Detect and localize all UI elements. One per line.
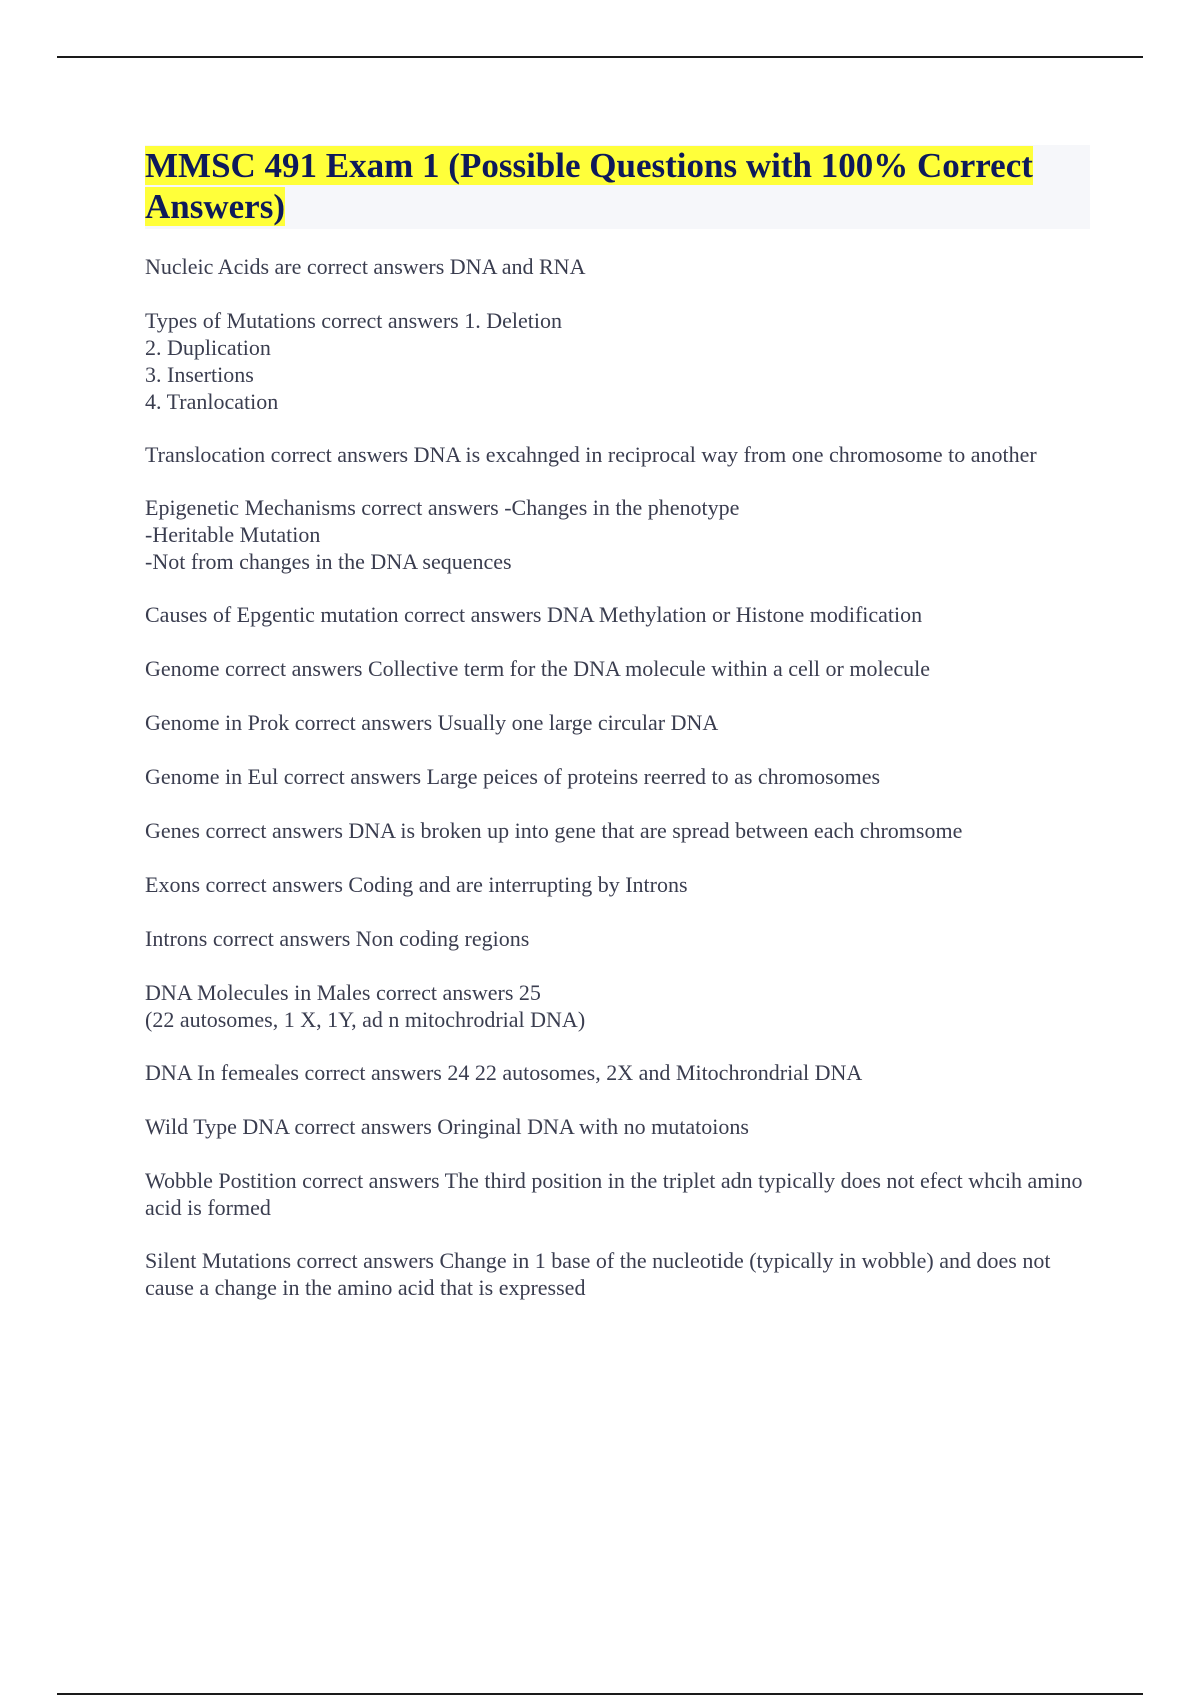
document-title: [145, 145, 1090, 227]
entry-causes-epigenetic: Causes of Epgentic mutation correct answers DNA Methylation or Histone modification: [145, 602, 923, 627]
bottom-rule: [57, 1693, 1143, 1695]
entry-genes: Genes correct answers DNA is broken up into gene that are spread between each chromsome: [145, 818, 963, 843]
title-highlight: MMSC 491 Exam 1 (Possible Questions with 100% Correct Answers): [145, 146, 1033, 226]
document-body: [145, 145, 1090, 1327]
entry-wobble-position: Wobble Postition correct answers The third position in the triplet adn typically does not efect whcih amino acid is formed: [145, 1168, 1083, 1220]
entry-types-of-mutations: Types of Mutations correct answers 1. Deletion 2. Duplication 3. Insertions 4. Tranlocation: [145, 308, 562, 414]
entry-wild-type: Wild Type DNA correct answers Oringinal DNA with no mutatoions: [145, 1114, 749, 1139]
entry-silent-mutations: Silent Mutations correct answers Change in 1 base of the nucleotide (typically in wobble) and does not cause a change in the amino acid that is expressed: [145, 1248, 1051, 1300]
entry-genome: Genome correct answers Collective term for the DNA molecule within a cell or molecule: [145, 656, 930, 681]
entry-nucleic-acids: Nucleic Acids are correct answers DNA and RNA: [145, 254, 586, 279]
top-rule: [57, 56, 1143, 58]
entry-introns: Introns correct answers Non coding regions: [145, 926, 530, 951]
entry-dna-females: DNA In femeales correct answers 24 22 autosomes, 2X and Mitochrondrial DNA: [145, 1060, 863, 1085]
entry-epigenetic-mechanisms: Epigenetic Mechanisms correct answers -Changes in the phenotype -Heritable Mutation -Not from changes in the DNA sequences: [145, 495, 740, 574]
entry-exons: Exons correct answers Coding and are interrupting by Introns: [145, 872, 688, 897]
entry-genome-eul: Genome in Eul correct answers Large peices of proteins reerred to as chromosomes: [145, 764, 881, 789]
title-block: [145, 145, 1090, 229]
entry-genome-prok: Genome in Prok correct answers Usually one large circular DNA: [145, 710, 719, 735]
entry-translocation: Translocation correct answers DNA is excahnged in reciprocal way from one chromosome to another: [145, 442, 1037, 467]
entry-dna-males: DNA Molecules in Males correct answers 25 (22 autosomes, 1 X, 1Y, ad n mitochrodrial DNA): [145, 980, 586, 1032]
